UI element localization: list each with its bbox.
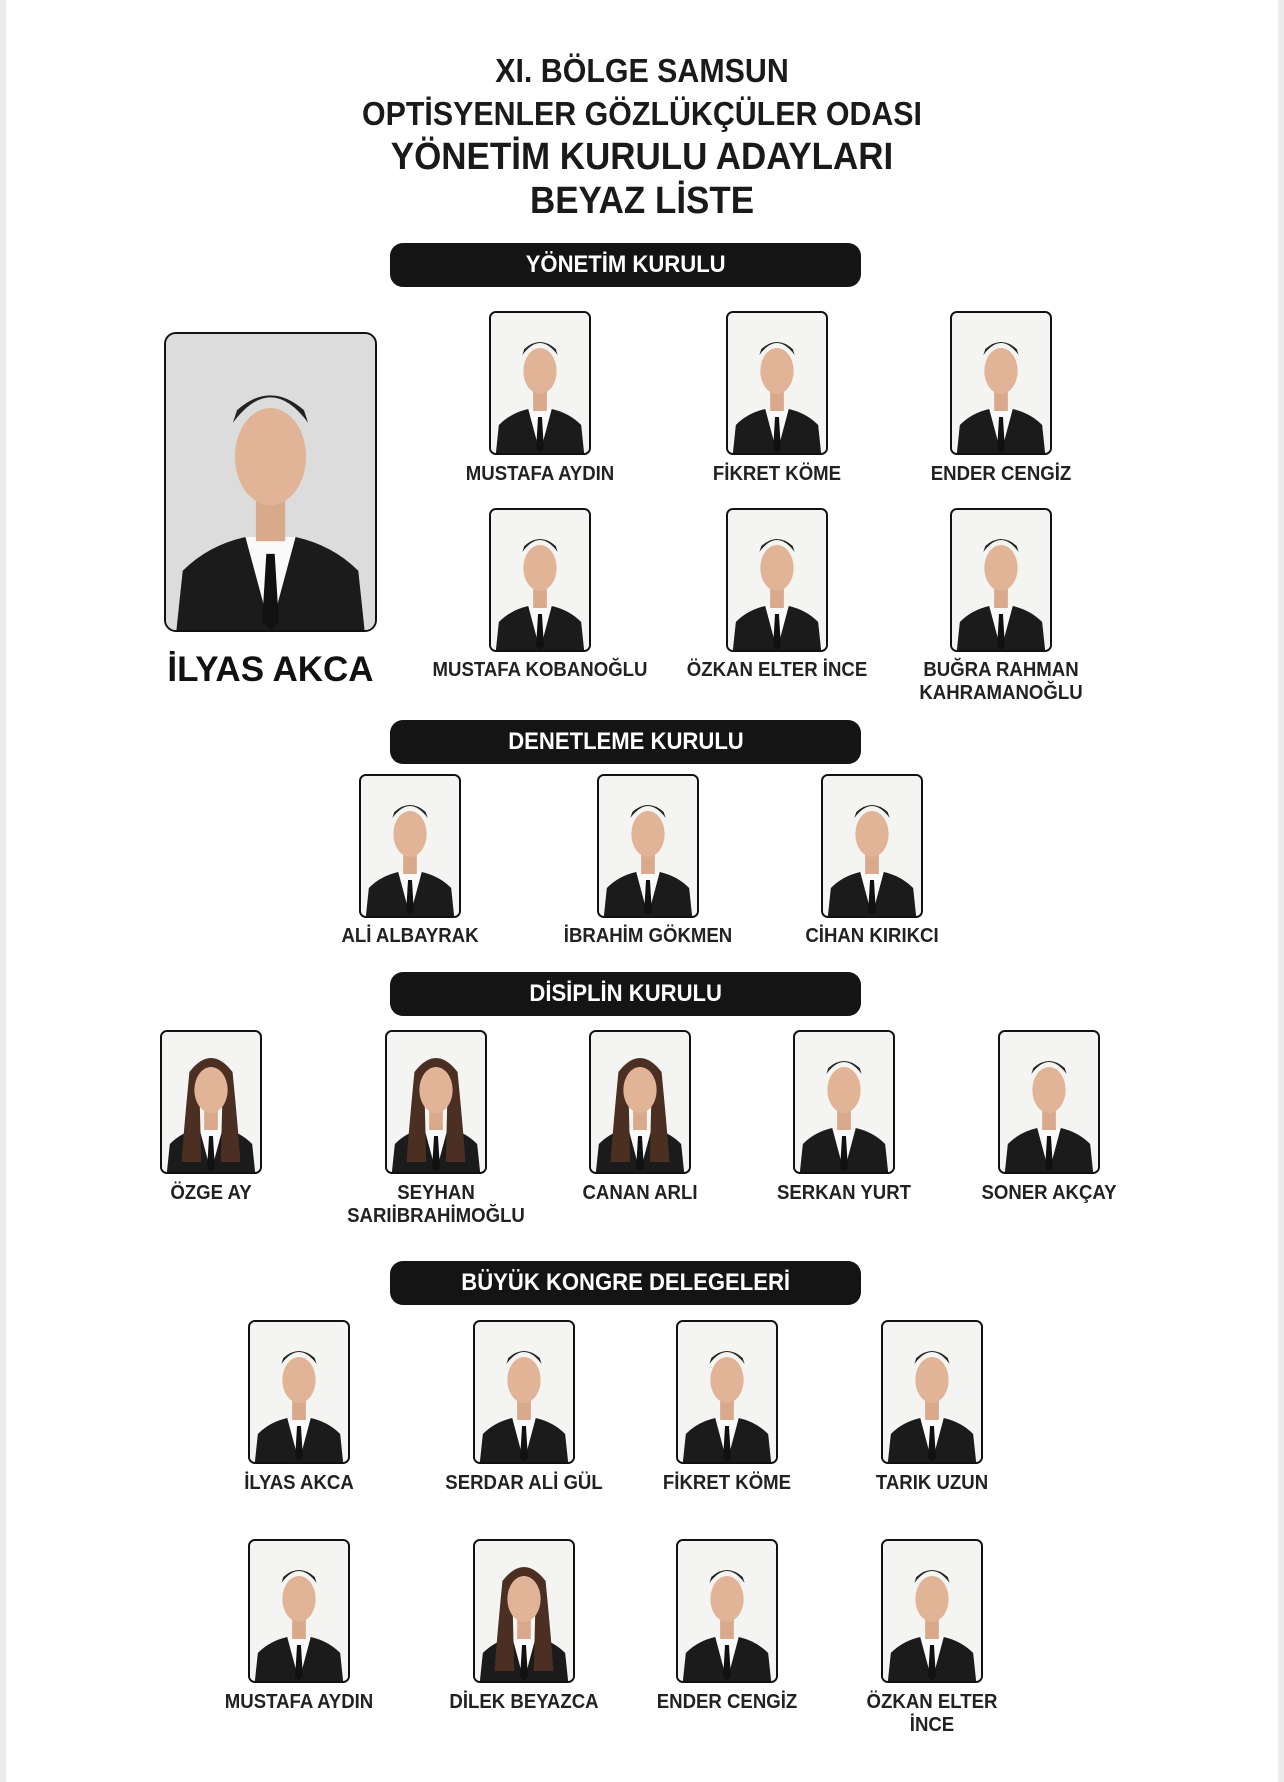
title-line-3: YÖNETİM KURULU ADAYLARI <box>390 136 894 178</box>
candidate-name: SEYHAN SARIİBRAHİMOĞLU <box>347 1182 525 1227</box>
candidate-photo <box>821 774 923 918</box>
candidate-photo <box>726 508 828 652</box>
candidate-name: ENDER CENGİZ <box>930 463 1072 485</box>
candidate-name: ENDER CENGİZ <box>656 1691 798 1713</box>
title-line-4: BEYAZ LİSTE <box>529 180 755 222</box>
candidate-photo <box>881 1320 983 1464</box>
candidate-photo <box>248 1320 350 1464</box>
candidate-name: MUSTAFA AYDIN <box>224 1691 374 1713</box>
candidate-name: CİHAN KIRIKCI <box>805 925 939 947</box>
candidate-photo <box>385 1030 487 1174</box>
candidate-name: ÖZKAN ELTER İNCE <box>866 1691 998 1736</box>
candidate-photo <box>726 311 828 455</box>
candidate-name: İLYAS AKCA <box>244 1472 354 1494</box>
lead-candidate-name: İLYAS AKCA <box>167 650 374 689</box>
candidate-name: MUSTAFA KOBANOĞLU <box>432 659 648 681</box>
candidate-name: FİKRET KÖME <box>712 463 842 485</box>
title-line-1: XI. BÖLGE SAMSUN <box>495 52 789 89</box>
candidate-photo <box>489 508 591 652</box>
candidate-photo <box>881 1539 983 1683</box>
candidate-name: ÖZGE AY <box>170 1182 252 1204</box>
candidate-name: DİLEK BEYAZCA <box>449 1691 599 1713</box>
candidate-name: ÖZKAN ELTER İNCE <box>686 659 868 681</box>
candidate-photo <box>473 1539 575 1683</box>
candidate-name: SERKAN YURT <box>776 1182 912 1204</box>
candidate-name: TARIK UZUN <box>875 1472 989 1494</box>
candidate-name: FİKRET KÖME <box>662 1472 792 1494</box>
candidate-photo <box>359 774 461 918</box>
candidate-photo <box>248 1539 350 1683</box>
candidate-name: BUĞRA RAHMAN KAHRAMANOĞLU <box>919 659 1083 704</box>
candidate-name: CANAN ARLI <box>582 1182 698 1204</box>
candidate-name: İBRAHİM GÖKMEN <box>563 925 733 947</box>
candidate-name: ALİ ALBAYRAK <box>341 925 479 947</box>
candidate-photo <box>950 508 1052 652</box>
candidate-name: SONER AKÇAY <box>981 1182 1117 1204</box>
candidate-photo <box>793 1030 895 1174</box>
section-header-disiplin: DİSİPLİN KURULU <box>390 972 861 1016</box>
candidate-photo <box>998 1030 1100 1174</box>
candidate-photo <box>676 1539 778 1683</box>
title-line-2: OPTİSYENLER GÖZLÜKÇÜLER ODASI <box>361 95 922 132</box>
candidate-name: SERDAR ALİ GÜL <box>445 1472 603 1494</box>
candidate-photo <box>160 1030 262 1174</box>
candidate-photo <box>676 1320 778 1464</box>
candidate-photo <box>597 774 699 918</box>
section-header-denetleme: DENETLEME KURULU <box>390 720 861 764</box>
lead-candidate-photo <box>164 332 377 632</box>
section-header-yonetim: YÖNETİM KURULU <box>390 243 861 287</box>
candidate-photo <box>489 311 591 455</box>
candidate-name: MUSTAFA AYDIN <box>465 463 615 485</box>
candidate-photo <box>589 1030 691 1174</box>
candidate-photo <box>950 311 1052 455</box>
candidate-photo <box>473 1320 575 1464</box>
section-header-kongre: BÜYÜK KONGRE DELEGELERİ <box>390 1261 861 1305</box>
